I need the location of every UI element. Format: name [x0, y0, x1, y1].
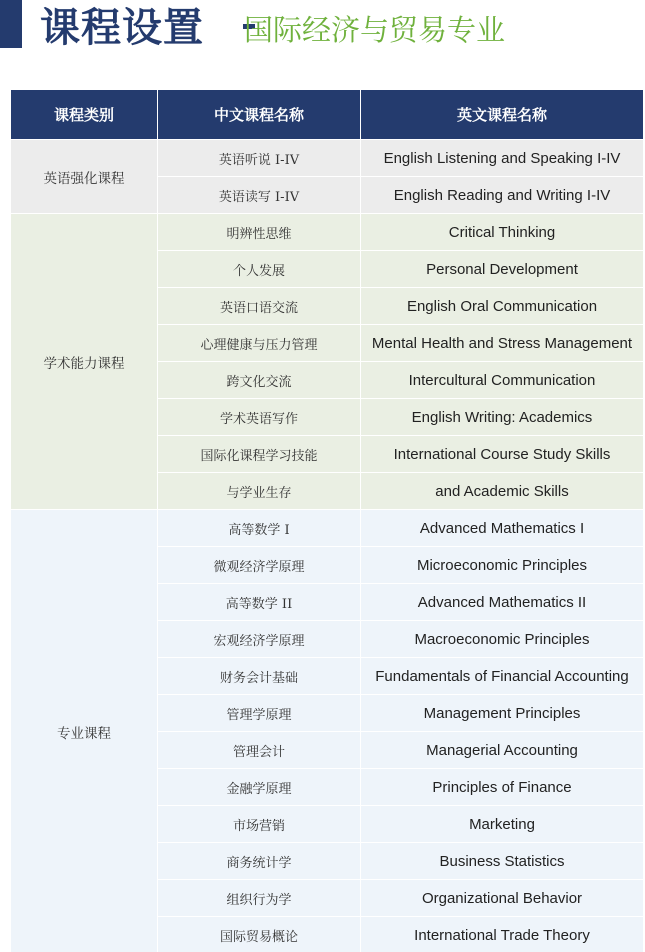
- english-course-name: Microeconomic Principles: [361, 547, 644, 584]
- english-course-name: Advanced Mathematics I: [361, 510, 644, 547]
- category-cell: 专业课程: [11, 510, 158, 952]
- english-course-name: English Oral Communication: [361, 288, 644, 325]
- chinese-course-name: 管理学原理: [158, 695, 361, 732]
- english-course-name: Personal Development: [361, 251, 644, 288]
- chinese-course-name: 市场营销: [158, 806, 361, 843]
- chinese-course-name: 英语读写 I-IV: [158, 177, 361, 214]
- english-course-name: English Writing: Academics: [361, 399, 644, 436]
- chinese-course-name: 宏观经济学原理: [158, 621, 361, 658]
- english-course-name: International Trade Theory: [361, 917, 644, 952]
- chinese-course-name: 与学业生存: [158, 473, 361, 510]
- chinese-course-name: 个人发展: [158, 251, 361, 288]
- chinese-course-name: 跨文化交流: [158, 362, 361, 399]
- english-course-name: English Listening and Speaking I-IV: [361, 140, 644, 177]
- chinese-course-name: 高等数学 II: [158, 584, 361, 621]
- english-course-name: Mental Health and Stress Management: [361, 325, 644, 362]
- chinese-course-name: 心理健康与压力管理: [158, 325, 361, 362]
- header-category: 课程类别: [11, 90, 158, 140]
- svg-text:-: -: [240, 8, 241, 9]
- english-course-name: International Course Study Skills: [361, 436, 644, 473]
- english-course-name: Organizational Behavior: [361, 880, 644, 917]
- english-course-name: Advanced Mathematics II: [361, 584, 644, 621]
- course-table: [10, 89, 644, 952]
- english-course-name: Fundamentals of Financial Accounting: [361, 658, 644, 695]
- page-title: 课程设置: [40, 5, 204, 51]
- english-course-name: Principles of Finance: [361, 769, 644, 806]
- english-course-name: Business Statistics: [361, 843, 644, 880]
- table-row: [11, 510, 644, 547]
- table-row: [11, 140, 644, 177]
- english-course-name: Macroeconomic Principles: [361, 621, 644, 658]
- english-course-name: Marketing: [361, 806, 644, 843]
- table-body: [11, 140, 644, 952]
- chinese-course-name: 英语听说 I-IV: [158, 140, 361, 177]
- header-english-name: 英文课程名称: [361, 90, 644, 140]
- chinese-course-name: 商务统计学: [158, 843, 361, 880]
- chinese-course-name: 微观经济学原理: [158, 547, 361, 584]
- table-header-row: [11, 90, 644, 140]
- page-subtitle: 国际经济与贸易专业: [244, 13, 506, 47]
- chinese-course-name: 金融学原理: [158, 769, 361, 806]
- chinese-course-name: 管理会计: [158, 732, 361, 769]
- title-accent-bar: [0, 0, 22, 48]
- table-row: [11, 214, 644, 251]
- header-chinese-name: 中文课程名称: [158, 90, 361, 140]
- english-course-name: Management Principles: [361, 695, 644, 732]
- english-course-name: Critical Thinking: [361, 214, 644, 251]
- category-cell: 学术能力课程: [11, 214, 158, 510]
- chinese-course-name: 明辨性思维: [158, 214, 361, 251]
- chinese-course-name: 组织行为学: [158, 880, 361, 917]
- chinese-course-name: 高等数学 I: [158, 510, 361, 547]
- category-cell: 英语强化课程: [11, 140, 158, 214]
- chinese-course-name: 财务会计基础: [158, 658, 361, 695]
- chinese-course-name: 国际贸易概论: [158, 917, 361, 952]
- chinese-course-name: 国际化课程学习技能: [158, 436, 361, 473]
- english-course-name: Intercultural Communication: [361, 362, 644, 399]
- english-course-name: and Academic Skills: [361, 473, 644, 510]
- english-course-name: English Reading and Writing I-IV: [361, 177, 644, 214]
- english-course-name: Managerial Accounting: [361, 732, 644, 769]
- chinese-course-name: 学术英语写作: [158, 399, 361, 436]
- chinese-course-name: 英语口语交流: [158, 288, 361, 325]
- page-header: [0, 0, 645, 62]
